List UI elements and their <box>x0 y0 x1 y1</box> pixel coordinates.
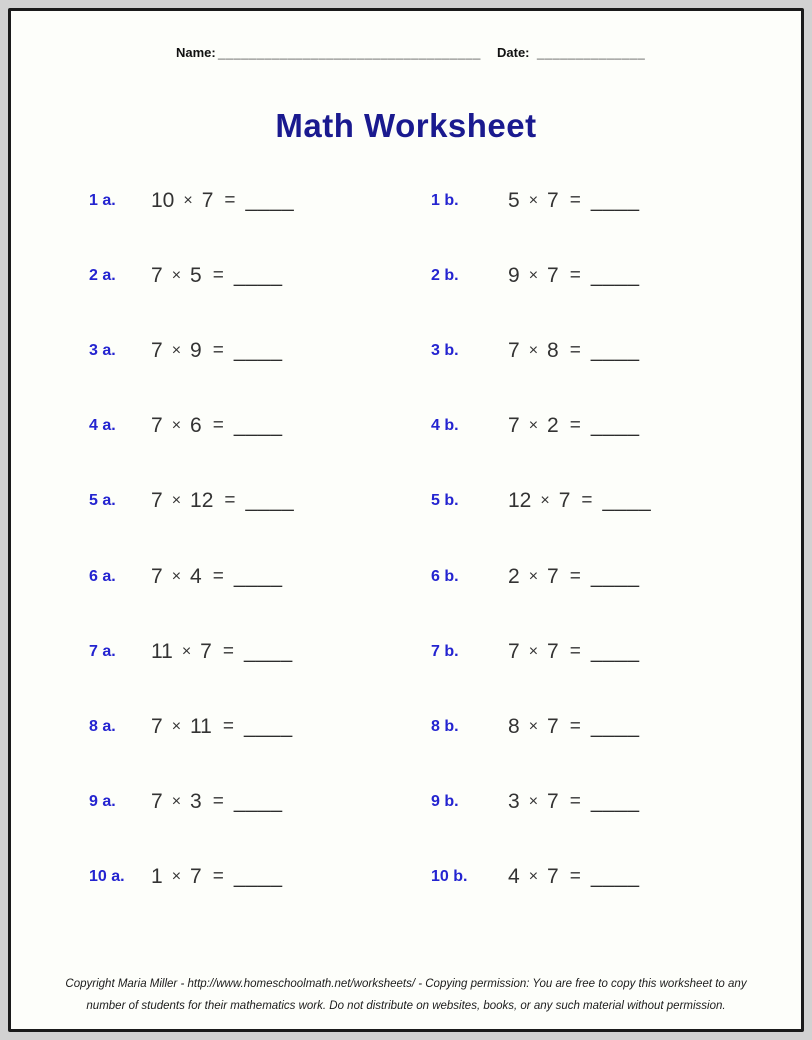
equals-sign: = <box>569 415 581 437</box>
factor-1: 11 <box>151 639 173 663</box>
equals-sign: = <box>224 189 236 211</box>
equals-sign: = <box>212 565 224 587</box>
problem-expression-a <box>151 414 283 438</box>
problem-expression-b <box>508 790 640 814</box>
equals-sign: = <box>569 565 581 587</box>
answer-blank: ____ <box>590 639 640 663</box>
answer-blank: ____ <box>590 263 640 287</box>
problem-expression-a <box>151 715 293 739</box>
problem-row <box>11 689 801 764</box>
factor-2: 4 <box>190 564 202 588</box>
multiply-icon: × <box>528 266 539 284</box>
factor-1: 7 <box>508 414 520 438</box>
factor-2: 7 <box>201 188 214 212</box>
factor-1: 8 <box>508 714 520 738</box>
footer-line-1: Copyright Maria Miller - http://www.homeschoolmath.net/worksheets/ - Copying permission: You are free to copy this worksheet to any <box>65 978 747 990</box>
problems-list <box>11 163 801 915</box>
problem-label-a: 7 a. <box>89 642 116 660</box>
worksheet-header <box>11 41 801 71</box>
equals-sign: = <box>581 490 593 512</box>
equals-sign: = <box>569 339 581 361</box>
problem-label-b: 1 b. <box>431 191 459 209</box>
answer-blank: ____ <box>233 414 283 438</box>
factor-1: 7 <box>151 564 163 588</box>
problem-expression-b <box>508 565 640 589</box>
multiply-icon: × <box>528 642 539 660</box>
equals-sign: = <box>569 715 581 737</box>
problem-label-a: 3 a. <box>89 341 116 359</box>
factor-2: 5 <box>190 263 202 287</box>
problem-row <box>11 163 801 238</box>
problem-expression-a <box>151 565 283 589</box>
footer-copyright <box>11 973 801 1017</box>
problem-label-b: 10 b. <box>431 868 468 886</box>
factor-1: 7 <box>151 489 163 513</box>
answer-blank: ____ <box>245 188 295 212</box>
page-title: Math Worksheet <box>275 107 537 144</box>
problem-label-b: 5 b. <box>431 492 459 510</box>
problem-expression-b <box>508 489 651 513</box>
problem-label-b: 9 b. <box>431 793 459 811</box>
multiply-icon: × <box>528 341 539 359</box>
problem-row <box>11 313 801 388</box>
problem-expression-a <box>151 489 294 513</box>
answer-blank: ____ <box>243 639 293 663</box>
answer-blank: ____ <box>233 338 283 362</box>
problem-label-a: 10 a. <box>89 868 125 886</box>
date-label: Date: <box>497 45 530 60</box>
equals-sign: = <box>212 866 224 888</box>
multiply-icon: × <box>171 492 182 510</box>
factor-2: 9 <box>190 338 202 362</box>
factor-2: 8 <box>547 338 559 362</box>
factor-2: 7 <box>558 489 571 513</box>
factor-1: 10 <box>151 188 175 212</box>
answer-blank: ____ <box>243 714 293 738</box>
multiply-icon: × <box>528 868 539 886</box>
multiply-icon: × <box>181 642 192 660</box>
problem-row <box>11 464 801 539</box>
problem-expression-b <box>508 339 640 363</box>
factor-2: 6 <box>190 414 202 438</box>
factor-1: 4 <box>508 865 520 889</box>
name-label: Name: <box>176 45 216 60</box>
multiply-icon: × <box>171 793 182 811</box>
multiply-icon: × <box>183 191 193 209</box>
problem-expression-a <box>151 865 283 889</box>
multiply-icon: × <box>171 717 182 735</box>
answer-blank: ____ <box>233 263 283 287</box>
answer-blank: ____ <box>233 790 283 814</box>
answer-blank: ____ <box>590 188 640 212</box>
problem-expression-a <box>151 339 283 363</box>
factor-2: 7 <box>547 714 559 738</box>
problem-expression-b <box>508 264 640 288</box>
problem-label-a: 1 a. <box>89 191 116 209</box>
problem-label-b: 3 b. <box>431 341 459 359</box>
problem-expression-b <box>508 640 640 664</box>
factor-2: 7 <box>547 865 559 889</box>
problem-label-a: 5 a. <box>89 492 116 510</box>
factor-2: 11 <box>190 714 212 738</box>
problem-expression-a <box>151 640 293 664</box>
factor-2: 7 <box>547 564 559 588</box>
answer-blank: ____ <box>590 865 640 889</box>
problem-label-a: 2 a. <box>89 266 116 284</box>
factor-2: 7 <box>547 639 559 663</box>
multiply-icon: × <box>540 492 550 510</box>
multiply-icon: × <box>528 567 539 585</box>
answer-blank: ____ <box>233 865 283 889</box>
answer-blank: ____ <box>590 790 640 814</box>
problem-row <box>11 840 801 915</box>
problem-expression-b <box>508 865 640 889</box>
factor-1: 7 <box>151 790 163 814</box>
answer-blank: ____ <box>590 714 640 738</box>
answer-blank: ____ <box>245 489 295 513</box>
equals-sign: = <box>222 640 234 662</box>
problem-label-a: 9 a. <box>89 793 116 811</box>
problem-label-a: 6 a. <box>89 567 116 585</box>
multiply-icon: × <box>528 417 539 435</box>
worksheet-page <box>8 8 804 1032</box>
factor-2: 2 <box>547 414 559 438</box>
factor-2: 12 <box>190 489 214 513</box>
factor-2: 7 <box>547 188 559 212</box>
footer-line-2: number of students for their mathematics work. Do not distribute on websites, books, or any such material without permission. <box>86 1000 726 1012</box>
problem-label-b: 8 b. <box>431 717 459 735</box>
equals-sign: = <box>569 264 581 286</box>
equals-sign: = <box>224 490 236 512</box>
problem-expression-a <box>151 189 294 213</box>
problem-row <box>11 614 801 689</box>
multiply-icon: × <box>171 417 182 435</box>
problem-label-b: 2 b. <box>431 266 459 284</box>
problem-label-b: 6 b. <box>431 567 459 585</box>
factor-1: 12 <box>508 489 532 513</box>
problem-row <box>11 539 801 614</box>
problem-label-a: 4 a. <box>89 417 116 435</box>
equals-sign: = <box>212 339 224 361</box>
problem-expression-a <box>151 790 283 814</box>
multiply-icon: × <box>171 266 182 284</box>
equals-sign: = <box>212 264 224 286</box>
factor-1: 5 <box>508 188 520 212</box>
equals-sign: = <box>569 791 581 813</box>
factor-1: 7 <box>508 639 520 663</box>
answer-blank: ____ <box>602 489 652 513</box>
factor-1: 3 <box>508 790 520 814</box>
equals-sign: = <box>212 415 224 437</box>
multiply-icon: × <box>171 567 182 585</box>
problem-expression-b <box>508 715 640 739</box>
problem-label-b: 7 b. <box>431 642 459 660</box>
problem-row <box>11 765 801 840</box>
problem-expression-a <box>151 264 283 288</box>
problem-expression-b <box>508 189 640 213</box>
multiply-icon: × <box>528 191 539 209</box>
problem-expression-b <box>508 414 640 438</box>
problem-row <box>11 389 801 464</box>
factor-1: 7 <box>151 414 163 438</box>
multiply-icon: × <box>171 868 182 886</box>
factor-2: 7 <box>200 639 212 663</box>
answer-blank: ____ <box>590 338 640 362</box>
name-fill-line: __________________________________ <box>218 45 481 60</box>
factor-2: 7 <box>547 790 559 814</box>
equals-sign: = <box>569 866 581 888</box>
problem-row <box>11 238 801 313</box>
equals-sign: = <box>569 640 581 662</box>
answer-blank: ____ <box>590 564 640 588</box>
multiply-icon: × <box>528 717 539 735</box>
factor-1: 9 <box>508 263 520 287</box>
multiply-icon: × <box>528 793 539 811</box>
equals-sign: = <box>569 189 581 211</box>
problem-label-b: 4 b. <box>431 417 459 435</box>
factor-2: 7 <box>190 865 202 889</box>
equals-sign: = <box>222 715 234 737</box>
factor-1: 7 <box>151 714 163 738</box>
date-fill-line: ______________ <box>537 45 646 60</box>
factor-1: 7 <box>151 338 163 362</box>
factor-1: 2 <box>508 564 520 588</box>
factor-2: 7 <box>547 263 559 287</box>
answer-blank: ____ <box>590 414 640 438</box>
answer-blank: ____ <box>233 564 283 588</box>
problem-label-a: 8 a. <box>89 717 116 735</box>
factor-1: 7 <box>508 338 520 362</box>
multiply-icon: × <box>171 341 182 359</box>
equals-sign: = <box>212 791 224 813</box>
factor-1: 7 <box>151 263 163 287</box>
factor-1: 1 <box>151 865 163 889</box>
factor-2: 3 <box>190 790 202 814</box>
